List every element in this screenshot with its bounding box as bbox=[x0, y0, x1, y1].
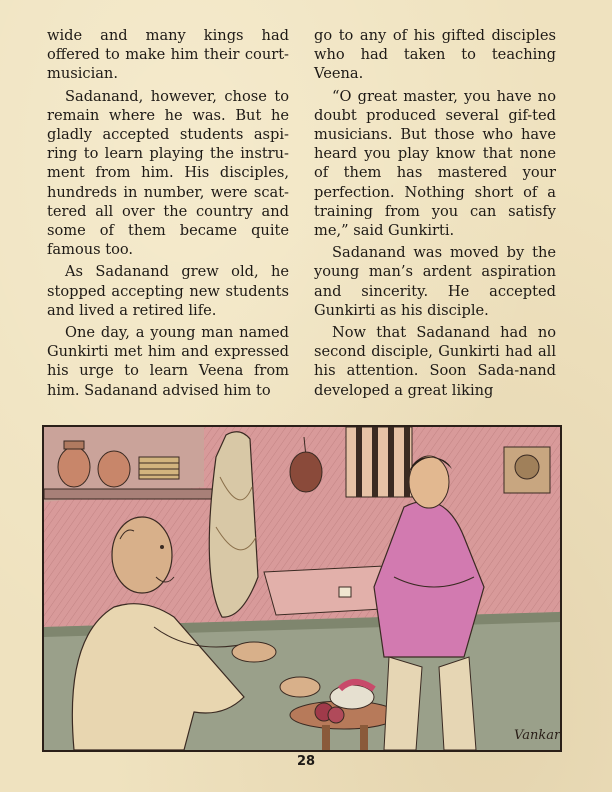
paragraph: wide and many kings had offered to make him their court-musician. bbox=[47, 27, 289, 83]
paragraph: go to any of his gifted disciples who had taken to teaching Veena. bbox=[314, 27, 556, 83]
illustration-drawing bbox=[44, 427, 560, 750]
artist-signature: Vankar bbox=[514, 728, 560, 743]
text-column-left bbox=[47, 26, 289, 400]
paragraph: “O great master, you have no doubt produced several gif-ted musicians. But those who have heard you play know that none of them has mastered your perfection. Nothing short of a training from you can satisfy me,” said Gunkirti. bbox=[314, 87, 556, 240]
paragraph: Now that Sadanand had no second disciple, Gunkirti had all his attention. Soon Sada-nand developed a great liking bbox=[314, 324, 556, 399]
paragraph: As Sadanand grew old, he stopped accepting new students and lived a retired life. bbox=[47, 263, 289, 319]
paragraph: Sadanand, however, chose to remain where he was. But he gladly accepted students aspi-ring to learn playing the instru-ment from him. His disciples, hundreds in number, were scat-tered all over the country and some of them became quite famous too. bbox=[47, 87, 289, 259]
page-number: 28 bbox=[296, 754, 316, 769]
text-column-right bbox=[314, 26, 556, 400]
paragraph: Sadanand was moved by the young man’s ardent aspiration and sincerity. He accepted Gunkirti as his disciple. bbox=[314, 244, 556, 319]
story-illustration bbox=[42, 425, 562, 752]
paragraph: One day, a young man named Gunkirti met him and expressed his urge to learn Veena from him. Sadanand advised him to bbox=[47, 324, 289, 399]
